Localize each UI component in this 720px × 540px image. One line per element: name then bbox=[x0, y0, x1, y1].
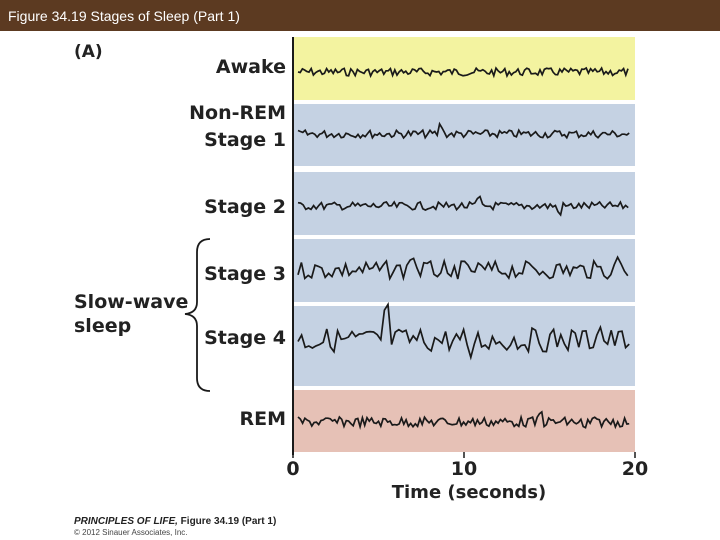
label-stage-2: Stage 2 bbox=[204, 196, 286, 218]
x-axis-label: Time (seconds) bbox=[391, 482, 547, 503]
copyright-line: © 2012 Sinauer Associates, Inc. bbox=[74, 528, 188, 537]
label-stage-3: Stage 3 bbox=[204, 263, 286, 285]
band-rem bbox=[293, 390, 635, 452]
panel-label: (A) bbox=[74, 42, 103, 62]
label-non-rem: Non-REM bbox=[189, 102, 286, 124]
x-tick-label-0: 0 bbox=[286, 458, 300, 480]
slide-title: Figure 34.19 Stages of Sleep (Part 1) bbox=[8, 8, 240, 24]
band-stage-4 bbox=[293, 306, 635, 386]
group-label-line1: Slow-wave bbox=[74, 291, 189, 313]
x-tick-label-10: 10 bbox=[450, 458, 478, 480]
x-tick-label-20: 20 bbox=[621, 458, 649, 480]
label-stage-1: Stage 1 bbox=[204, 129, 286, 151]
slow-wave-bracket bbox=[185, 239, 210, 391]
credit-suffix: Figure 34.19 (Part 1) bbox=[177, 516, 277, 527]
label-stage-4: Stage 4 bbox=[204, 327, 286, 349]
credit-prefix: PRINCIPLES OF LIFE, bbox=[74, 516, 178, 527]
label-awake: Awake bbox=[215, 56, 286, 78]
label-rem: REM bbox=[239, 408, 286, 430]
group-label-line2: sleep bbox=[74, 315, 132, 337]
figure-credit bbox=[74, 516, 276, 527]
